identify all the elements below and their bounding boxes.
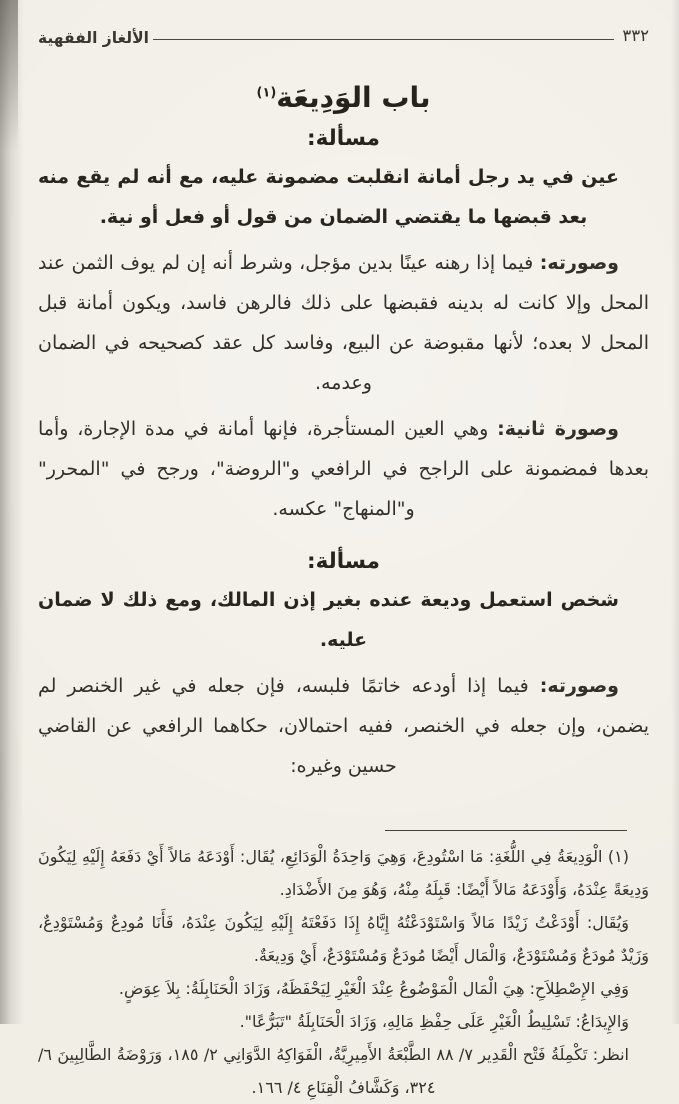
page-number: ٣٣٢ xyxy=(622,26,649,45)
paragraph-lead: وصورته: xyxy=(539,252,619,274)
section-1-paragraph-2 xyxy=(38,409,649,529)
footnote-paragraph-3: وَفِي الإِصْطِلاَحِ: هِيَ الْمَال الْمَوْضُوعُ عِنْدَ الْغَيْرِ لِيَحْفَظَهُ، وَزَادَ الْحَنَابِلَةُ: بِلاَ عِوَضٍ. xyxy=(118,979,629,998)
running-head xyxy=(38,26,649,45)
paragraph-text: وهي العين المستأجرة، فإنها أمانة في مدة الإجارة، وأما بعدها فمضمونة على الراجح في الرافعي و"الروضة"، ورجح في "المحرر" و"المنهاج" عكسه. xyxy=(38,418,649,520)
binding-shadow xyxy=(0,0,24,1024)
footnote-paragraph-4: وَالإِيدَاعُ: تَسْلِيطُ الْغَيْرِ عَلَى حِفْظِ مَالِهِ، وَزَادَ الْحَنَابِلَةُ "تَبَرُّعًا". xyxy=(239,1012,629,1031)
section-2-statement: شخص استعمل وديعة عنده بغير إذن المالك، ومع ذلك لا ضمان عليه. xyxy=(38,589,619,651)
paragraph-text: فيما إذا رهنه عينًا بدين مؤجل، وشرط أنه إن لم يوف الثمن عند المحل وإلا كانت له بدينه فقبضها على ذلك فالرهن فاسد، ويكون أمانة قبل المحل لا بعده؛ لأنها مقبوضة عن البيع، وفاسد كل عقد كصحيحه في الضمان وعدمه. xyxy=(38,252,649,394)
footnote-paragraph-1: (١) الْوَدِيعَةُ فِي اللُّغَةِ: مَا اسْتُودِعَ، وَهِيَ وَاحِدَةُ الْوَدَائِعِ، يُقَال: أَوْدَعَهُ مَالاً أَيْ دَفَعَهُ إِلَيْهِ لِيَكُونَ وَدِيعَةً عِنْدَهُ، وَأَوْدَعَهُ مَالاً أَيْضًا: قَبِلَهُ مِنْهُ، وَهُوَ مِنَ الأَضْدَادِ. xyxy=(38,847,649,899)
paragraph-lead: وصورة ثانية: xyxy=(497,418,619,440)
header-rule xyxy=(153,39,614,40)
corner-shade xyxy=(0,0,18,150)
chapter-title-text: باب الوَدِيعَة xyxy=(276,81,431,114)
section-2-heading: مسألة: xyxy=(307,549,380,574)
chapter-footnote-ref: (١) xyxy=(256,85,277,101)
footnote-block xyxy=(38,830,649,1104)
paragraph-text: فيما إذا أودعه خاتمًا فلبسه، فإن جعله في غير الخنصر لم يضمن، وإن جعله في الخنصر، ففيه احتمالان، حكاهما الرافعي عن القاضي حسين وغيره: xyxy=(38,675,649,777)
right-edge-shade xyxy=(671,0,679,1024)
paragraph-lead: وصورته: xyxy=(539,675,619,697)
footnote-separator xyxy=(385,830,627,831)
section-2-paragraph-1 xyxy=(38,666,649,786)
section-1-statement: عين في يد رجل أمانة انقلبت مضمونة عليه، مع أنه لم يقع منه بعد قبضها ما يقتضي الضمان من قول أو فعل أو نية. xyxy=(38,166,619,228)
book-title: الألغاز الفقهية xyxy=(38,28,149,47)
section-1-paragraph-1 xyxy=(38,243,649,403)
footnote-paragraph-2: وَيُقَال: أَوْدَعْتُ زَيْدًا مَالاً وَاسْتَوْدَعْتُهُ إِيَّاهُ إِذَا دَفَعْتَهُ إِلَيْهِ لِيَكُونَ عِنْدَهُ، فَأَنَا مُودِعٌ وَمُسْتَوْدِعٌ، وَزَيْدٌ مُودَعٌ وَمُسْتَوْدَعٌ، وَالْمَال أَيْضًا مُودَعٌ وَمُسْتَوْدَعٌ، أَيْ وَدِيعَةٌ. xyxy=(38,913,649,965)
section-1-heading: مسألة: xyxy=(307,126,380,151)
footnote-references: انظر: تَكْمِلَةُ فَتْح الْقَدِير ٧/ ٨٨ الطَّبْعَةُ الأَمِيرِيَّةُ، الْفَوَاكِهُ الدَّوَانِي ٢/ ١٨٥، وَرَوْضَةُ الطَّالِبِينَ ٦/ ٣٢٤، وَكَشَّافُ الْقِنَاعِ ٤/ ١٦٦. xyxy=(38,1045,630,1097)
chapter-title xyxy=(38,81,649,114)
